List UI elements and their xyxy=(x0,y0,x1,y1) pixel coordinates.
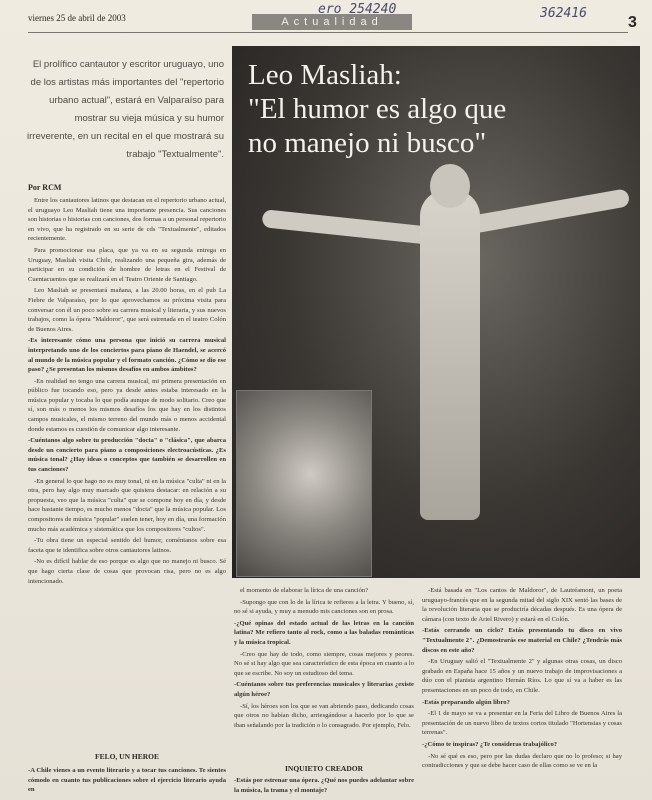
issue-date: viernes 25 de abril de 2003 xyxy=(28,13,126,23)
paragraph: Para promocionar esa placa, que ya va en su segunda entrega en Uruguay, Masliah visita Chile, realizando una pequeña gira, además de participar en su condición de hombre de letras en el Festival de Cuentacuentos que se realizará en el Teatro Oriente de Santiago. xyxy=(28,246,226,283)
interview-question: -Estás cerrando un ciclo? Estás presentando tu disco en vivo "Textualmente 2". ¿Demostrarás ese material en Chile? ¿Tendrás más discos en este año? xyxy=(422,627,622,654)
interview-question: -¿Cómo te inspiras? ¿Te consideras trabajólico? xyxy=(422,740,558,748)
column-1-tail: -A Chile vienes a un evento literario y a tocar tus canciones. Te sientes cómodo en cuanto tus publicaciones sobre el ejercicio literario ayuda en xyxy=(28,767,226,794)
photo-figure-arm-right xyxy=(470,188,631,234)
headline-line-2: "El humor es algo que xyxy=(248,93,507,125)
paragraph: -Tu obra tiene un especial sentido del humor, coméntanos sobre esa faceta que te identifica sobre otros cantautores latinos. xyxy=(28,537,226,554)
paragraph: -Creo que hay de todo, como siempre, cosas mejores y peores. No sé si hay algo que sea característico de esta época en cuanto a lo que se escribe. No soy un estudioso del tema. xyxy=(234,650,414,677)
headline-line-1: Leo Masliah: xyxy=(248,59,402,91)
paragraph: Leo Masliah se presentará mañana, a las 20.00 horas, en el pub La Fiebre de Valparaíso, por lo que aprovechamos su próxima visita para conversar con él un poco sobre su carrera musical y literaria, y sus nuevos trabajos, como la ópera "Maldoror", que será estrenada en el teatro Colón de Buenos Aires. xyxy=(28,287,226,333)
portrait-inset-photo xyxy=(236,390,372,577)
interview-question: -Estás preparando algún libro? xyxy=(422,698,510,706)
interview-question: -Cuéntanos sobre tus preferencias musicales y literarias ¿existe algún héroe? xyxy=(234,681,414,698)
interview-question: -¿Qué opinas del estado actual de las letras en la canción latina? Me refiero tanto al rock, como a las baladas románticas y la música tropical. xyxy=(234,619,414,646)
article-column-2 xyxy=(234,586,414,766)
photo-figure-arm-left xyxy=(262,209,433,245)
paragraph: -Supongo que con lo de la lírica te refieres a la letra. Y bueno, sí, no sé si ayuda, y muy a menudo mis canciones son en prosa. xyxy=(234,598,414,616)
paragraph: -No sé qué es eso, pero por las dudas declaro que no lo profeso; si hay contradicciones y que se debe hacer caso de ellas como se ve en la xyxy=(422,752,622,770)
article-column-1 xyxy=(28,196,226,744)
interview-question: -Cuéntanos algo sobre tu producción "docta" o "clásica", que abarca desde un concierto para piano a composiciones electroacústicas. ¿Es música tonal? ¿Hay ideas o conceptos que también se desarrollen en tus canciones? xyxy=(28,437,226,474)
archive-stamp-right: 362416 xyxy=(540,6,587,21)
page-number: 3 xyxy=(628,14,637,31)
column-2-tail: -Estás por estrenar una ópera. ¿Qué nos puedes adelantar sobre la música, la trama y el montaje? xyxy=(234,777,414,794)
paragraph: -En Uruguay salió el "Textualmente 2" y algunas otras cosas, un disco grabado en España hace 15 años y un nuevo trabajo de improvisaciones a dúo con el pianista argentino Hernán Ríos. Lo que sí va a haber es las presentaciones en un poco de todo, en Chile. xyxy=(422,658,622,694)
subhead-felo: FELO, UN HEROE xyxy=(95,752,159,761)
headline-line-3: no manejo ni busco" xyxy=(248,127,487,159)
paragraph: -Está basada en "Los cantos de Maldoror", de Lautréamont, un poeta uruguayo-francés que en la segunda mitad del siglo XIX sentó las bases de la revolución literaria que se produciría décadas después. Es una ópera de cámara (con texto de Ariel Rivero) y estará en el Colón. xyxy=(422,587,622,623)
photo-figure-body xyxy=(420,190,480,520)
photo-figure-head xyxy=(430,164,470,208)
subhead-inquieto-creador: INQUIETO CREADOR xyxy=(285,764,363,773)
standfirst: El prolífico cantautor y escritor uruguayo, uno de los artistas más importantes del "repertorio urbano actual", estará en Valparaíso para mostrar su vieja música y su humor irreverente, en un recital en el que mostrará su trabajo "Textualmente". xyxy=(27,59,224,160)
paragraph: -Sí, los héroes son los que se van abriendo paso, dedicando cosas que otros no habían dicho, arriesgándose a hacerlo por lo que se iban señalando por la tradición o lo consagrado. Por ejemplo, Felo. xyxy=(234,702,414,729)
paragraph: el momento de elaborar la lírica de una canción? xyxy=(240,587,369,594)
archive-stamp-left: ero 254240 xyxy=(318,2,397,17)
paragraph: -En realidad no tengo una carrera musical, mi primera presentación en público fue tocando eso, pero ya desde antes estaba interesado en la música popular y tocaba lo que podía aunque de modo solitario. Creo que sí, son más o menos los mismos desafíos los que hay en los distintos campos musicales, el mismo terreno del mundo más o menos accidental donde estamos es cuestión de comunicar algo interesante. xyxy=(28,377,226,433)
paragraph: -En general lo que hago no es muy tonal, ni en la música "culta" ni en la otra, pero hay algo muy marcado que quisiera destacar: en relación a su propuesta, veo que la música "culta" que se compone hoy en día, y desde hace bastante tiempo, es mucho menos "docta" que la música popular. Los compositores de música "popular" suelen tener, hoy en día, una formación mucho más académica y sistemática que los compositores "cultos". xyxy=(28,477,226,533)
section-label: Actualidad xyxy=(252,14,412,30)
paragraph: -No es difícil hablar de eso porque es algo que no manejo ni busco. Sé que hago cierta clase de cosas que provocan risa, pero no es algo intencionado. xyxy=(28,558,226,585)
paragraph: Entre los cantautores latinos que destacan en el repertorio urbano actual, el uruguayo Leo Masliah tiene una importante presencia. Sus canciones son historias o historias con canciones, dos formas a un personal repertorio en vivo, que ha registrado en su serie de cds "Textualmente", editados recientemente. xyxy=(28,197,226,243)
paragraph: -El 1 de mayo se va a presentar en la Feria del Libro de Buenos Aires la presentación de un nuevo libro de textos cortos titulado "Hortensias y cosas terrenas". xyxy=(422,710,622,737)
article-column-3 xyxy=(422,586,622,790)
header-rule xyxy=(28,32,628,33)
headline xyxy=(248,58,628,160)
interview-question: -Es interesante cómo una persona que inició su carrera musical interpretando uno de los conciertos para piano de Haendel, se acercó al mundo de la música popular y el formato canción. ¿Cómo se dio ese paso? ¿Se presentan los mismos desafíos en ambos ámbitos? xyxy=(28,337,226,374)
byline: Por RCM xyxy=(28,183,62,192)
